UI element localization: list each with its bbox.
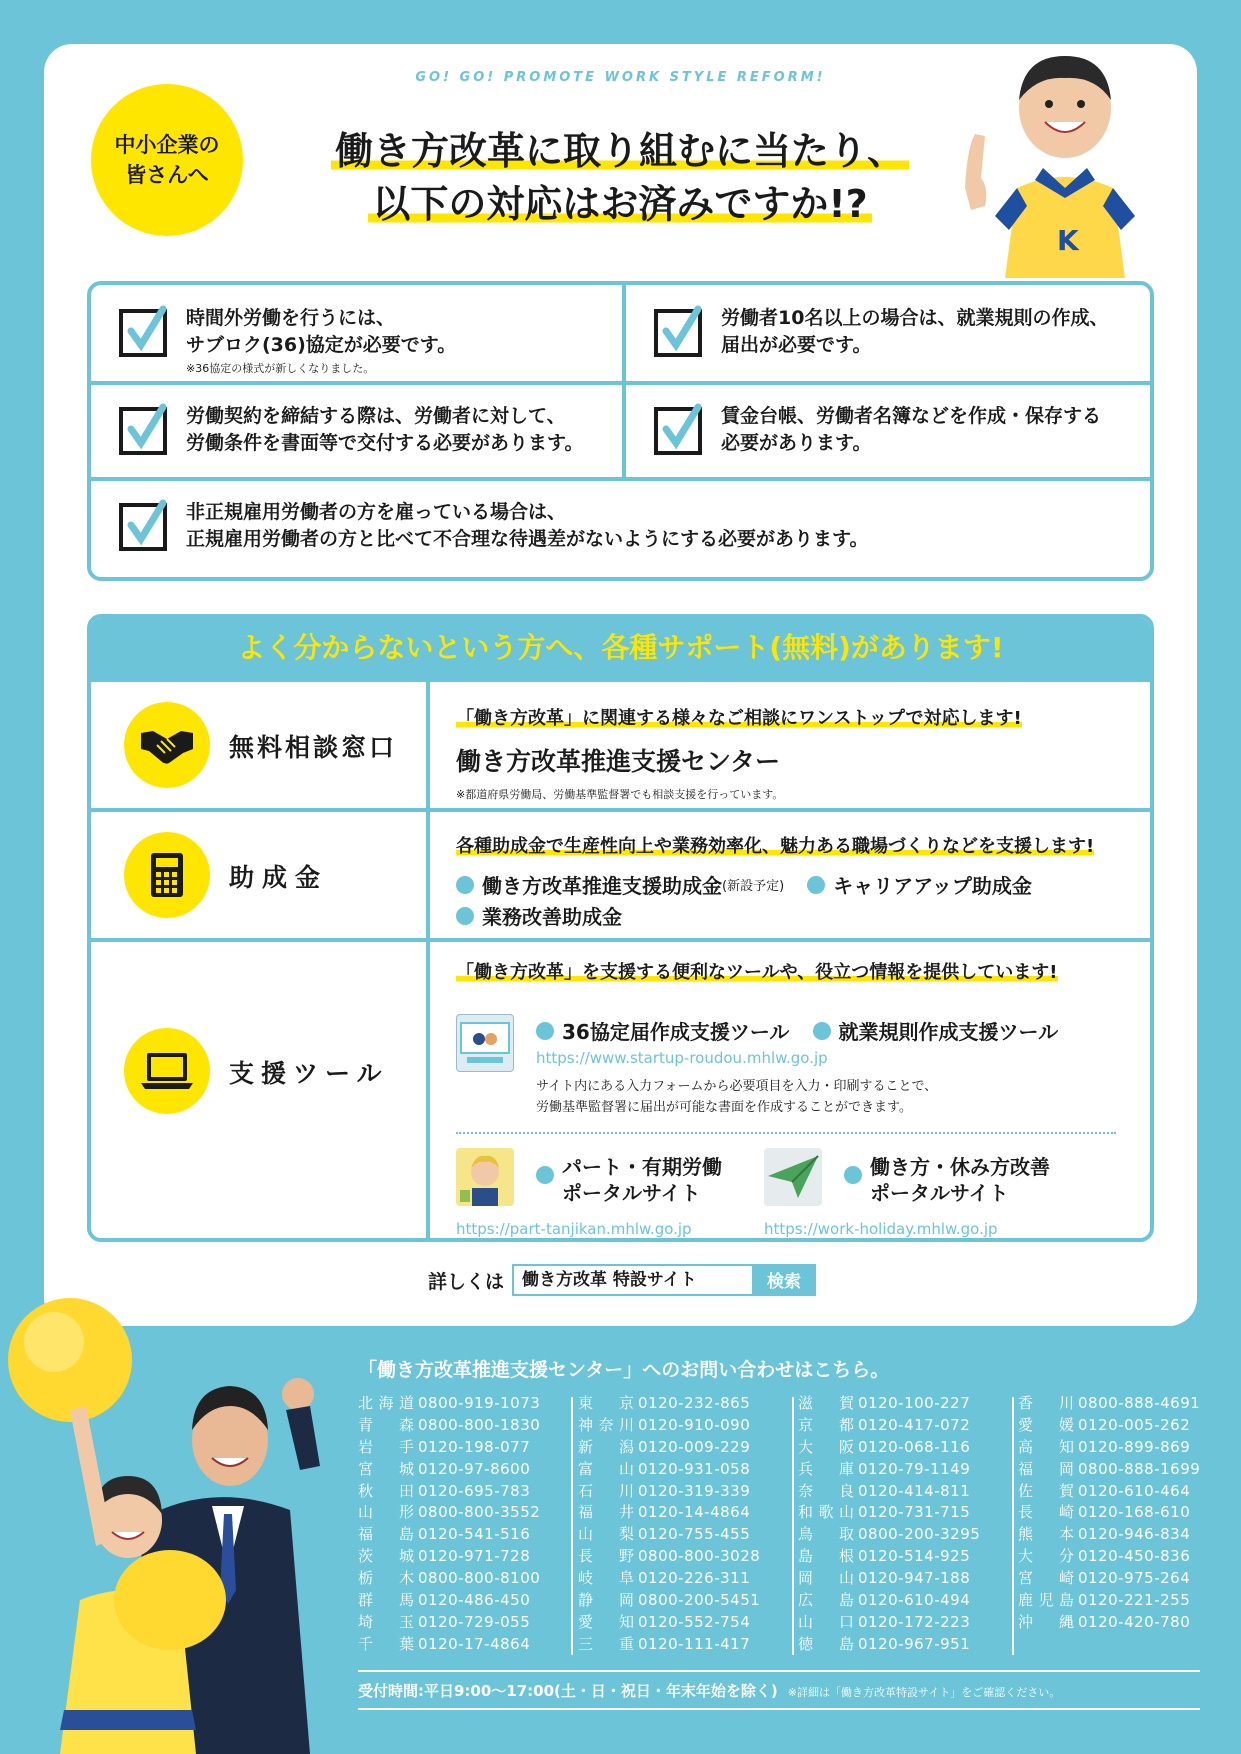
contact-row	[358, 1481, 568, 1503]
prefecture-name: 滋賀	[798, 1394, 854, 1412]
prefecture-name: 静岡	[578, 1591, 634, 1610]
phone-number[interactable]: 0120-610-464	[1078, 1481, 1191, 1500]
bullet-icon	[456, 876, 474, 894]
phone-number[interactable]: 0120-221-255	[1078, 1591, 1191, 1610]
check-item	[91, 285, 622, 381]
contact-row	[1018, 1502, 1228, 1524]
column-divider	[571, 1397, 573, 1655]
boy-mascot-illustration	[945, 38, 1175, 278]
contact-row	[798, 1415, 1008, 1437]
reception-hours	[358, 1680, 1060, 1701]
contact-row	[798, 1590, 1008, 1612]
contact-column	[798, 1393, 1008, 1656]
contact-row	[358, 1524, 568, 1546]
check-text: 時間外労働を行うには、	[186, 307, 396, 329]
phone-number[interactable]: 0120-695-783	[418, 1481, 531, 1500]
phone-number[interactable]: 0120-005-262	[1078, 1415, 1191, 1434]
phone-number[interactable]: 0120-417-072	[858, 1415, 971, 1434]
contact-row	[578, 1393, 788, 1415]
contact-row	[358, 1437, 568, 1459]
grant-item-text: キャリアアップ助成金	[833, 874, 1032, 898]
phone-number[interactable]: 0800-800-3028	[638, 1547, 761, 1566]
phone-number[interactable]: 0120-975-264	[1078, 1569, 1191, 1588]
check-text: 届出が必要です。	[721, 333, 872, 356]
phone-number[interactable]: 0120-198-077	[418, 1437, 531, 1456]
phone-number[interactable]: 0120-971-728	[418, 1547, 531, 1566]
contact-row	[798, 1568, 1008, 1590]
consult-center-name: 働き方改革推進支援センター	[456, 747, 781, 776]
prefecture-name: 山口	[798, 1612, 854, 1631]
check-text: 労働条件を書面等で交付する必要があります。	[186, 431, 584, 454]
contact-row	[578, 1459, 788, 1481]
cheering-people-illustration	[0, 1270, 360, 1754]
prefecture-name: 佐賀	[1018, 1481, 1074, 1500]
contact-row	[578, 1612, 788, 1634]
checkbox-icon	[654, 407, 702, 455]
bullet-icon	[456, 907, 474, 925]
phone-number[interactable]: 0120-009-229	[638, 1437, 751, 1456]
contact-row	[798, 1634, 1008, 1656]
phone-number[interactable]: 0800-919-1073	[418, 1394, 541, 1412]
prefecture-name: 島根	[798, 1547, 854, 1566]
prefecture-name: 和歌山	[798, 1503, 854, 1522]
phone-number[interactable]: 0120-111-417	[638, 1634, 751, 1653]
prefecture-name: 長崎	[1018, 1503, 1074, 1522]
prefecture-name: 福島	[358, 1525, 414, 1544]
phone-number[interactable]: 0120-97-8600	[418, 1459, 531, 1478]
check-text: 労働者10名以上の場合は、就業規則の作成、	[721, 307, 1109, 329]
bullet-icon	[536, 1022, 554, 1040]
phone-number[interactable]: 0120-931-058	[638, 1459, 751, 1478]
contact-row	[358, 1590, 568, 1612]
contact-row	[578, 1524, 788, 1546]
phone-number[interactable]: 0120-172-223	[858, 1612, 971, 1631]
grant-item	[456, 870, 784, 899]
tools-lead: 「働き方改革」を支援する便利なツールや、役立つ情報を提供しています!	[456, 958, 1058, 984]
hours-note: ※詳細は「働き方改革特設サイト」をご確認ください。	[787, 1686, 1061, 1699]
phone-number[interactable]: 0120-899-869	[1078, 1437, 1191, 1456]
laptop-icon	[124, 1028, 210, 1114]
contact-row	[798, 1459, 1008, 1481]
prefecture-name: 群馬	[358, 1591, 414, 1610]
prefecture-name: 埼玉	[358, 1612, 414, 1631]
prefecture-name: 大分	[1018, 1547, 1074, 1566]
checkbox-icon	[654, 309, 702, 357]
grant-label: 助成金	[229, 863, 329, 892]
calculator-icon	[124, 832, 210, 918]
check-text: サブロク(36)協定が必要です。	[186, 333, 457, 356]
prefecture-name: 兵庫	[798, 1459, 854, 1478]
phone-number[interactable]: 0120-967-951	[858, 1634, 971, 1653]
prefecture-name: 石川	[578, 1481, 634, 1500]
phone-number[interactable]: 0800-200-5451	[638, 1591, 761, 1610]
contact-row	[1018, 1590, 1228, 1612]
tool-description: 労働基準監督署に届出が可能な書面を作成することができます。	[536, 1099, 912, 1115]
phone-number[interactable]: 0800-800-8100	[418, 1569, 541, 1588]
contact-column	[358, 1393, 568, 1656]
contact-row	[358, 1393, 568, 1415]
contact-row	[578, 1634, 788, 1656]
contact-column	[1018, 1393, 1228, 1634]
portal-title: ポータルサイト	[562, 1181, 701, 1205]
phone-number[interactable]: 0120-17-4864	[418, 1634, 531, 1653]
phone-number[interactable]: 0120-910-090	[638, 1415, 751, 1434]
search-bar	[428, 1263, 816, 1297]
contact-column	[578, 1393, 788, 1656]
portal-url-link[interactable]: https://part-tanjikan.mhlw.go.jp	[456, 1220, 692, 1238]
contact-row	[358, 1502, 568, 1524]
badge-line2: 皆さんへ	[125, 163, 209, 187]
support-row-grant	[91, 808, 1150, 938]
hours-text: 受付時間:平日9:00〜17:00(土・日・祝日・年末年始を除く)	[358, 1682, 778, 1700]
contact-row	[798, 1524, 1008, 1546]
tagline: GO! GO! PROMOTE WORK STYLE REFORM!	[415, 70, 826, 85]
portal-title: 働き方・休み方改善	[870, 1155, 1050, 1179]
bullet-icon	[536, 1166, 554, 1184]
phone-number[interactable]: 0120-731-715	[858, 1503, 971, 1522]
prefecture-name: 青森	[358, 1415, 414, 1434]
contact-row	[578, 1481, 788, 1503]
tool-item-text: 36協定届作成支援ツール	[562, 1020, 790, 1044]
prefecture-name: 岐阜	[578, 1569, 634, 1588]
check-item	[91, 385, 622, 477]
portal-title: パート・有期労働	[562, 1155, 722, 1179]
tool-item	[536, 1016, 789, 1045]
checkbox-icon	[119, 407, 167, 455]
contact-row	[798, 1612, 1008, 1634]
check-item	[626, 285, 1150, 381]
phone-number[interactable]: 0800-888-4691	[1078, 1394, 1201, 1412]
grant-item	[456, 901, 622, 930]
contact-row	[798, 1437, 1008, 1459]
contact-grid	[358, 1393, 1200, 1663]
grant-lead: 各種助成金で生産性向上や業務効率化、魅力ある職場づくりなどを支援します!	[456, 832, 1094, 858]
support-row-consult	[91, 678, 1150, 808]
grant-item-text: 働き方改革推進支援助成金	[482, 874, 722, 898]
contact-row	[578, 1502, 788, 1524]
contact-row	[1018, 1524, 1228, 1546]
contact-row	[1018, 1459, 1228, 1481]
support-section	[87, 614, 1154, 1242]
prefecture-name: 秋田	[358, 1481, 414, 1500]
audience-badge	[91, 84, 243, 236]
consult-note: ※都道府県労働局、労働基準監督署でも相談支援を行っています。	[456, 788, 784, 801]
check-item	[626, 385, 1150, 477]
part-time-portal-icon	[456, 1148, 514, 1206]
bullet-icon	[844, 1166, 862, 1184]
prefecture-name: 三重	[578, 1634, 634, 1653]
phone-number[interactable]: 0800-200-3295	[858, 1525, 981, 1544]
prefecture-name: 高知	[1018, 1437, 1074, 1456]
contact-row	[1018, 1612, 1228, 1634]
prefecture-name: 山梨	[578, 1525, 634, 1544]
contact-row	[358, 1415, 568, 1437]
portal-url-link[interactable]: https://work-holiday.mhlw.go.jp	[764, 1220, 998, 1238]
phone-number[interactable]: 0120-414-811	[858, 1481, 971, 1500]
prefecture-name: 新潟	[578, 1437, 634, 1456]
phone-number[interactable]: 0120-947-188	[858, 1569, 971, 1588]
contact-row	[578, 1415, 788, 1437]
phone-number[interactable]: 0120-729-055	[418, 1612, 531, 1631]
phone-number[interactable]: 0120-946-834	[1078, 1525, 1191, 1544]
contact-row	[578, 1568, 788, 1590]
tool-description: サイト内にある入力フォームから必要項目を入力・印刷することで、	[536, 1079, 938, 1094]
search-button[interactable]: 検索	[752, 1264, 816, 1296]
consult-lead: 「働き方改革」に関連する様々なご相談にワンストップで対応します!	[456, 704, 1022, 730]
phone-number[interactable]: 0120-541-516	[418, 1525, 531, 1544]
contact-row	[1018, 1568, 1228, 1590]
prefecture-name: 茨城	[358, 1547, 414, 1566]
prefecture-name: 福井	[578, 1503, 634, 1522]
contact-row	[798, 1546, 1008, 1568]
prefecture-name: 鹿児島	[1018, 1591, 1074, 1610]
contact-row	[358, 1612, 568, 1634]
contact-row	[358, 1568, 568, 1590]
tool-item-text: 就業規則作成支援ツール	[838, 1020, 1059, 1044]
phone-number[interactable]: 0120-552-754	[638, 1612, 751, 1631]
prefecture-name: 愛媛	[1018, 1415, 1074, 1434]
column-divider	[1012, 1397, 1014, 1655]
search-input[interactable]: 働き方改革 特設サイト	[512, 1264, 752, 1296]
phone-number[interactable]: 0120-100-227	[858, 1394, 971, 1412]
prefecture-name: 北海道	[358, 1394, 414, 1412]
svg-text:K: K	[1057, 224, 1079, 257]
prefecture-name: 富山	[578, 1459, 634, 1478]
prefecture-name: 京都	[798, 1415, 854, 1434]
tool-url-link[interactable]: https://www.startup-roudou.mhlw.go.jp	[536, 1049, 828, 1067]
prefecture-name: 広島	[798, 1591, 854, 1610]
phone-number[interactable]: 0120-14-4864	[638, 1503, 751, 1522]
column-divider	[792, 1397, 794, 1655]
prefecture-name: 奈良	[798, 1481, 854, 1500]
contact-row	[578, 1590, 788, 1612]
phone-number[interactable]: 0120-79-1149	[858, 1459, 971, 1478]
prefecture-name: 神奈川	[578, 1415, 634, 1434]
check-text: 非正規雇用労働者の方を雇っている場合は、	[186, 501, 567, 523]
paper-plane-icon	[764, 1148, 822, 1206]
support-row-tools	[91, 938, 1150, 1238]
checkbox-icon	[119, 309, 167, 357]
tools-label: 支援ツール	[229, 1059, 389, 1088]
phone-number[interactable]: 0120-232-865	[638, 1394, 751, 1412]
prefecture-name: 栃木	[358, 1569, 414, 1588]
grant-item-text: 業務改善助成金	[482, 905, 622, 929]
contact-row	[1018, 1481, 1228, 1503]
phone-number[interactable]: 0120-168-610	[1078, 1503, 1191, 1522]
contact-row	[1018, 1546, 1228, 1568]
phone-number[interactable]: 0800-888-1699	[1078, 1459, 1201, 1478]
phone-number[interactable]: 0120-610-494	[858, 1591, 971, 1610]
check-text: 正規雇用労働者の方と比べて不合理な待遇差がないようにする必要があります。	[186, 527, 869, 550]
checklist	[87, 281, 1154, 581]
contact-row	[1018, 1437, 1228, 1459]
check-text: 必要があります。	[721, 431, 872, 454]
prefecture-name: 香川	[1018, 1394, 1074, 1412]
contact-row	[1018, 1415, 1228, 1437]
prefecture-name: 鳥取	[798, 1525, 854, 1544]
prefecture-name: 千葉	[358, 1634, 414, 1653]
tool-screenshot-icon	[456, 1014, 514, 1072]
badge-line1: 中小企業の	[114, 132, 220, 157]
support-title: よく分からないという方へ、各種サポート(無料)があります!	[91, 618, 1150, 678]
prefecture-name: 愛知	[578, 1612, 634, 1631]
tool-item	[813, 1016, 1059, 1045]
contact-row	[358, 1634, 568, 1656]
phone-number[interactable]: 0120-319-339	[638, 1481, 751, 1500]
check-note: ※36協定の様式が新しくなりました。	[186, 362, 375, 376]
phone-number[interactable]: 0120-226-311	[638, 1569, 751, 1588]
contact-row	[578, 1546, 788, 1568]
phone-number[interactable]: 0120-068-116	[858, 1437, 971, 1456]
headline-line2: 以下の対応はお済みですか!?	[368, 182, 871, 226]
footer-divider	[358, 1708, 1200, 1710]
phone-number[interactable]: 0800-800-3552	[418, 1503, 541, 1522]
page-title	[290, 125, 950, 231]
contact-row	[1018, 1393, 1228, 1415]
prefecture-name: 福岡	[1018, 1459, 1074, 1478]
grant-item	[807, 870, 1032, 899]
contact-row	[358, 1459, 568, 1481]
grant-item-tag: (新設予定)	[722, 879, 785, 894]
contact-row	[358, 1546, 568, 1568]
contact-title: 「働き方改革推進支援センター」へのお問い合わせはこちら。	[358, 1359, 890, 1381]
prefecture-name: 岩手	[358, 1437, 414, 1456]
search-label: 詳しくは	[428, 1270, 505, 1293]
prefecture-name: 徳島	[798, 1634, 854, 1653]
phone-number[interactable]: 0120-514-925	[858, 1547, 971, 1566]
prefecture-name: 東京	[578, 1394, 634, 1412]
check-text: 労働契約を締結する際は、労働者に対して、	[186, 405, 566, 427]
phone-number[interactable]: 0120-755-455	[638, 1525, 751, 1544]
prefecture-name: 熊本	[1018, 1525, 1074, 1544]
headline-line1: 働き方改革に取り組むに当たり、	[331, 129, 909, 173]
check-item	[91, 481, 1150, 577]
phone-number[interactable]: 0800-800-1830	[418, 1415, 541, 1434]
phone-number[interactable]: 0120-450-836	[1078, 1547, 1191, 1566]
contact-row	[798, 1393, 1008, 1415]
bullet-icon	[807, 876, 825, 894]
prefecture-name: 岡山	[798, 1569, 854, 1588]
check-text: 賃金台帳、労働者名簿などを作成・保存する	[721, 405, 1102, 427]
phone-number[interactable]: 0120-486-450	[418, 1591, 531, 1610]
consult-label: 無料相談窓口	[229, 733, 398, 762]
handshake-icon	[124, 702, 210, 788]
prefecture-name: 長野	[578, 1547, 634, 1566]
footer-divider	[358, 1670, 1200, 1672]
bullet-icon	[813, 1022, 831, 1040]
prefecture-name: 宮崎	[1018, 1569, 1074, 1588]
checkbox-icon	[119, 503, 167, 551]
prefecture-name: 山形	[358, 1503, 414, 1522]
contact-row	[798, 1481, 1008, 1503]
prefecture-name: 宮城	[358, 1459, 414, 1478]
contact-row	[798, 1502, 1008, 1524]
prefecture-name: 大阪	[798, 1437, 854, 1456]
contact-row	[578, 1437, 788, 1459]
portal-title: ポータルサイト	[870, 1181, 1009, 1205]
phone-number[interactable]: 0120-420-780	[1078, 1612, 1191, 1631]
prefecture-name: 沖縄	[1018, 1612, 1074, 1631]
dotted-divider	[456, 1132, 1116, 1134]
